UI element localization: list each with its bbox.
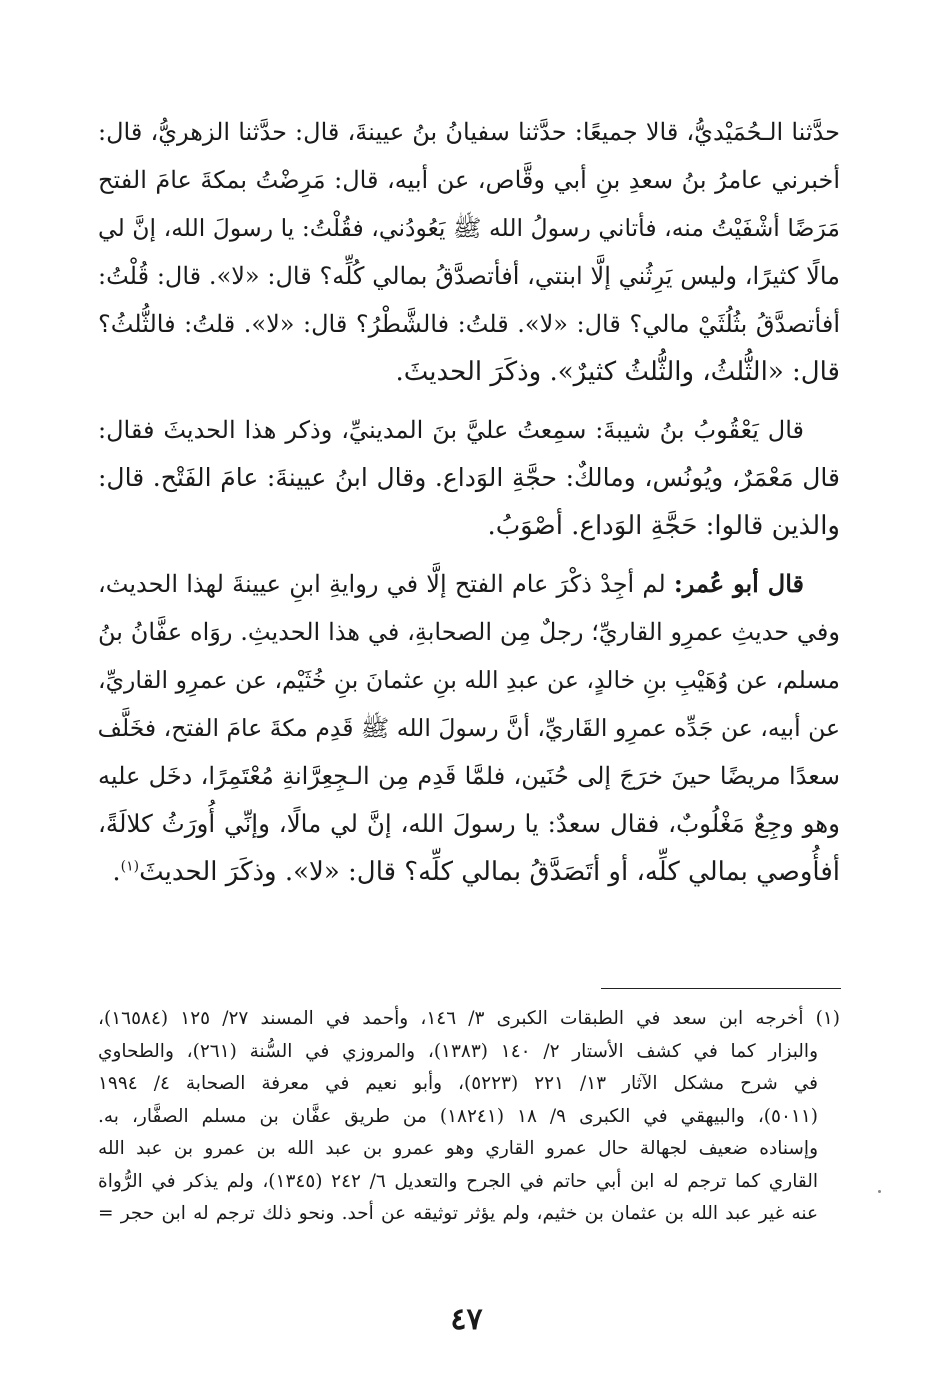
abu-umar-lead: قال أبو عُمر: [673,569,804,598]
paragraph-gap [98,550,840,560]
footnote-line: القاري كما ترجم له ابن أبي حاتم في الجرح والتعديل ٦/ ٢٤٢ (١٣٤٥)، ولم يذكر في الرُّواة [98,1170,818,1192]
footnote-line: (١) أخرجه ابن سعد في الطبقات الكبرى ٣/ ١٤٦، وأحمد في المسند ٢٧/ ١٢٥ (١٦٥٨٤)، [98,1008,840,1029]
margin-mark [878,1190,881,1193]
paragraph-gap [98,396,840,406]
text-line: أفأتصدَّقُ بثُلُثَيْ مالي؟ قال: «لا». قلتُ: فالشَّطْرُ؟ قال: «لا». قلتُ: فالثُّلثُ؟ [98,310,840,338]
text-line: مسلم، عن وُهَيْبِ بنِ خالدٍ، عن عبدِ الله بنِ عثمانَ بنِ خُثَيْم، عن عمرِو القاريِّ، [98,666,840,694]
text-line-final: أفأُوصي بمالي كلِّه، أو أتَصَدَّقُ بمالي كلِّه؟ قال: «لا». وذكَرَ الحديثَ$^{(١)}$. [112,857,840,887]
footnote-line: في شرح مشكل الآثار ١٣/ ٢٢١ (٥٢٢٣)، وأبو نعيم في معرفة الصحابة ٤/ ١٩٩٤ [98,1073,818,1094]
text-line: أخبرني عامرُ بنُ سعدِ بنِ أبي وقَّاص، عن أبيه، قال: مَرِضْتُ بمكةَ عامَ الفتح [98,166,840,194]
text-line: قال مَعْمَرٌ، ويُونُس، ومالكٌ: حجَّةِ الوَداع. وقال ابنُ عيينةَ: عامَ الفَتْح. قال: [98,463,840,492]
text-line-final-text: أفأُوصي بمالي كلِّه، أو أتَصَدَّقُ بمالي كلِّه؟ قال: «لا». وذكَرَ الحديثَ [139,857,840,887]
text-line-rest: لم أجِدْ ذكْرَ عام الفتح إلَّا في روايةِ ابنِ عيينةَ لهذا الحديث، [98,570,666,598]
footnotes [98,1003,840,1231]
footnote-line: وإسناده ضعيف لجهالة حال عمرو القاري وهو عمرو بن عبد الله بن عمرو بن عبد الله [98,1138,818,1159]
text-line: مَرَضًا أشْفَيْتُ منه، فأتاني رسولُ الله ﷺ يَعُودُني، فقُلْتُ: يا رسولَ الله، إنَّ لي [98,214,840,242]
text-line: قال: «الثُّلثُ، والثُّلثُ كثيرٌ». وذكَرَ الحديثَ. [395,357,840,387]
main-text [98,108,840,896]
footnote-line: (٥٠١١)، والبيهقي في الكبرى ٩/ ١٨ (١٨٢٤١) من طريق عفَّان بن مسلم الصفَّار، به. [98,1105,818,1127]
text-line: سعدًا مريضًا حينَ خرَجَ إلى حُنَين، فلمَّا قَدِم مِن الـجِعِرَّانةِ مُعْتَمِرًا، دخَل عليه [98,762,840,790]
text-line: والذين قالوا: حَجَّةِ الوَداع. أصْوَبُ. [487,511,840,541]
text-line: حدَّثنا الـحُمَيْديُّ، قالا جميعًا: حدَّثنا سفيانُ بنُ عيينةَ، قال: حدَّثنا الزهريُّ، قال: [98,118,840,146]
footnote-separator [601,988,841,989]
footnote-line: والبزار كما في كشف الأستار ٢/ ١٤٠ (١٣٨٣)، والمروزي في السُّنة (٢٦١)، والطحاوي [98,1040,819,1062]
footnote-line: عنه غير عبد الله بن عثمان بن خثيم، ولم يؤثر توثيقه عن أحد. ونحو ذلك ترجم له ابن حجر = [98,1203,818,1224]
page-number: ٤٧ [450,1302,483,1337]
text-line-abu-umar [98,560,840,608]
text-line: عن أبيه، عن جَدِّه عمرِو القَاريِّ، أنَّ رسولَ الله ﷺ قَدِم مكةَ عامَ الفتح، فخَلَّف [97,714,840,742]
text-line: وهو وجِعٌ مَغْلُوبٌ، فقال سعدٌ: يا رسولَ الله، إنَّ لي مالًا، وإنِّي أُورَثُ كلالَةً، [98,809,840,838]
footnote-marker[interactable]: (١) [120,858,140,875]
text-line: مالًا كثيرًا، وليس يَرِثُني إلَّا ابنتي، أفأتصدَّقُ بمالي كُلِّه؟ قال: «لا». قال: قُلْتُ: [98,262,840,290]
text-line: وفي حديثِ عمرِو القاريِّ؛ رجلٌ مِن الصحابةِ، في هذا الحديثِ. روَاه عفَّانُ بنُ [98,618,840,646]
text-line: قال يَعْقُوبُ بنُ شيبةَ: سمِعتُ عليَّ بنَ المدينيِّ، وذكر هذا الحديثَ فقال: [98,416,804,444]
